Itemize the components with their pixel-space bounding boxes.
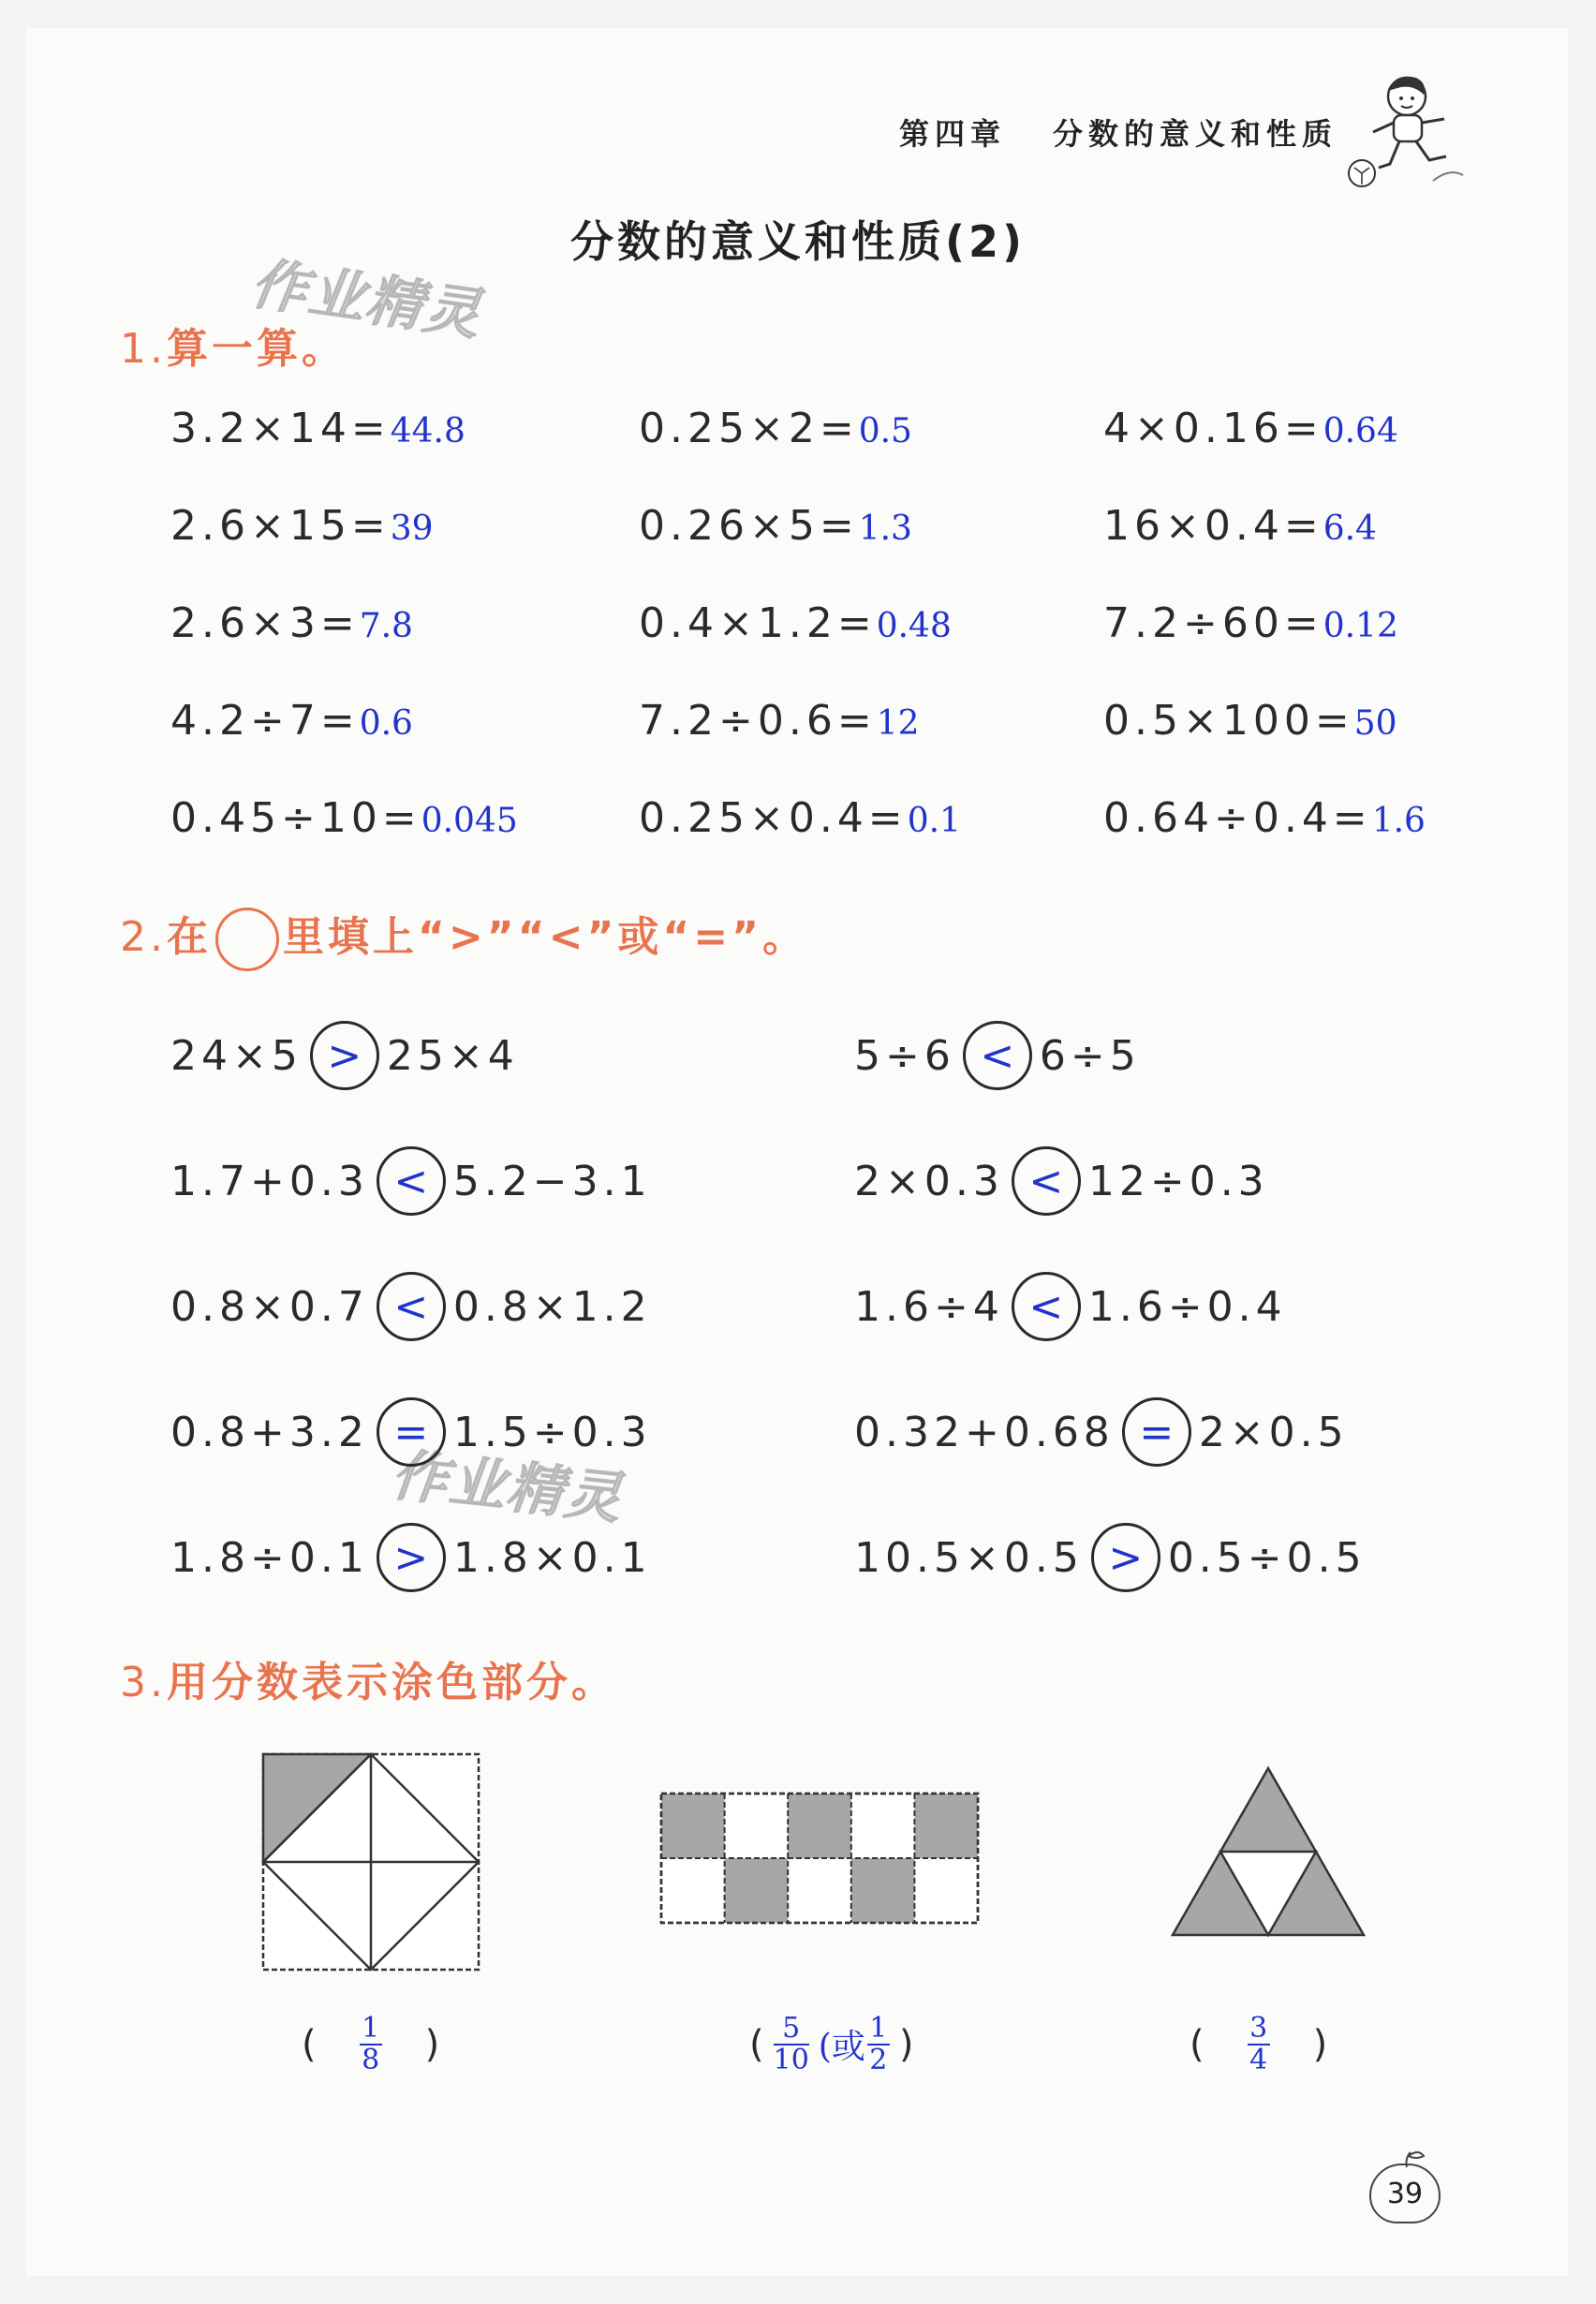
- compare-left: 24×5: [170, 1031, 303, 1080]
- compare-left: 1.7+0.3: [170, 1157, 369, 1205]
- compare-right: 1.8×0.1: [452, 1533, 652, 1582]
- figure-square-diamond: [260, 1751, 481, 1972]
- calc-item: [1103, 794, 1426, 842]
- compare-item: [854, 1146, 1269, 1216]
- calc-item: [1103, 697, 1397, 745]
- compare-item: [170, 1397, 652, 1467]
- fraction: $\frac{5}{10}$: [773, 2012, 809, 2076]
- calc-item: [170, 405, 466, 452]
- figure-triangle: [1169, 1765, 1367, 1939]
- chapter-label: 第四章: [899, 116, 1007, 152]
- answer-circle: >: [310, 1021, 379, 1090]
- watermark: 作业精灵: [246, 251, 486, 348]
- calc-answer: 0.045: [421, 802, 518, 840]
- answer-fraction-1: ( $\frac{1}{8}$ ): [302, 2012, 440, 2076]
- compare-right: 5.2−3.1: [452, 1157, 652, 1205]
- compare-item: [170, 1021, 519, 1090]
- compare-right: 1.6÷0.4: [1087, 1282, 1287, 1331]
- calc-answer: 39: [390, 510, 434, 548]
- chapter-header: [899, 111, 1337, 154]
- calc-answer: 44.8: [390, 412, 466, 450]
- compare-item: [170, 1272, 652, 1341]
- compare-right: 25×4: [386, 1031, 519, 1080]
- answer-circle: <: [377, 1272, 446, 1341]
- compare-item: [170, 1523, 652, 1592]
- calc-answer: 0.5: [858, 412, 912, 450]
- calc-expression: 0.25×2=: [639, 405, 859, 452]
- calc-expression: 2.6×15=: [170, 502, 391, 550]
- calc-expression: 2.6×3=: [170, 599, 360, 647]
- compare-right: 2×0.5: [1198, 1408, 1349, 1456]
- compare-item: [854, 1272, 1287, 1341]
- calc-answer: 12: [876, 704, 920, 743]
- boy-with-ball-icon: [1339, 70, 1470, 192]
- section-2-heading: 2.在 里填上“>”“<”或“=”。: [120, 903, 807, 971]
- compare-item: [854, 1397, 1349, 1467]
- calc-expression: 7.2÷0.6=: [639, 697, 877, 745]
- compare-left: 10.5×0.5: [854, 1533, 1084, 1582]
- calc-expression: 0.64÷0.4=: [1103, 794, 1372, 842]
- compare-right: 0.8×1.2: [452, 1282, 652, 1331]
- compare-left: 0.32+0.68: [854, 1408, 1115, 1456]
- watermark: 作业精灵: [388, 1442, 627, 1532]
- answer-circle: <: [963, 1021, 1032, 1090]
- calc-item: [1103, 405, 1398, 452]
- compare-left: 2×0.3: [854, 1157, 1004, 1205]
- blank-circle-icon: [215, 908, 279, 971]
- calc-item: [1103, 599, 1398, 647]
- calc-expression: 0.26×5=: [639, 502, 859, 550]
- chapter-title: 分数的意义和性质: [1053, 116, 1338, 152]
- calc-answer: 0.6: [359, 704, 413, 743]
- calc-item: [170, 794, 518, 842]
- calc-answer: 1.3: [858, 510, 912, 548]
- calc-answer: 1.6: [1371, 802, 1426, 840]
- answer-circle: <: [1012, 1146, 1081, 1216]
- calc-item: [639, 502, 912, 550]
- section-3-heading: 3.用分数表示涂色部分。: [120, 1659, 616, 1706]
- calc-item: [170, 697, 413, 745]
- fraction: $\frac{1}{2}$: [867, 2014, 890, 2075]
- calc-answer: 50: [1353, 704, 1397, 743]
- calc-answer: 6.4: [1323, 510, 1377, 548]
- compare-right: 1.5÷0.3: [452, 1408, 652, 1456]
- calc-item: [639, 405, 912, 452]
- compare-left: 1.6÷4: [854, 1282, 1004, 1331]
- calc-item: [639, 794, 961, 842]
- calc-expression: 0.25×0.4=: [639, 794, 908, 842]
- calc-answer: 0.12: [1323, 607, 1398, 645]
- calc-answer: 0.1: [907, 802, 961, 840]
- fraction: $\frac{1}{8}$: [360, 2014, 382, 2075]
- page-title: 分数的意义和性质(2): [569, 216, 1027, 267]
- compare-item: [170, 1146, 652, 1216]
- calc-expression: 3.2×14=: [170, 405, 391, 452]
- compare-left: 1.8÷0.1: [170, 1533, 369, 1582]
- calc-expression: 4.2÷7=: [170, 697, 360, 745]
- calc-expression: 0.45÷10=: [170, 794, 421, 842]
- compare-left: 0.8×0.7: [170, 1282, 369, 1331]
- page-number: 39: [1369, 2164, 1441, 2223]
- answer-fraction-3: ( $\frac{3}{4}$ ): [1190, 2012, 1328, 2076]
- answer-fraction-2: ( $\frac{5}{10}$ (或 $\frac{1}{2}$ ): [749, 2012, 914, 2076]
- calc-expression: 16×0.4=: [1103, 502, 1323, 550]
- calc-answer: 7.8: [359, 607, 413, 645]
- compare-left: 5÷6: [854, 1031, 955, 1080]
- calc-item: [170, 599, 413, 647]
- calc-expression: 0.4×1.2=: [639, 599, 877, 647]
- calc-answer: 0.64: [1323, 412, 1398, 450]
- compare-right: 6÷5: [1039, 1031, 1141, 1080]
- compare-item: [854, 1523, 1367, 1592]
- calc-item: [170, 502, 434, 550]
- compare-right: 0.5÷0.5: [1167, 1533, 1367, 1582]
- answer-circle: =: [377, 1397, 446, 1467]
- answer-circle: <: [377, 1146, 446, 1216]
- calc-item: [639, 697, 920, 745]
- compare-left: 0.8+3.2: [170, 1408, 369, 1456]
- figure-grid-rectangle: [658, 1791, 981, 1926]
- section-1-heading: 1.算一算。: [120, 325, 347, 373]
- fraction: $\frac{3}{4}$: [1248, 2014, 1270, 2075]
- calc-item: [639, 599, 952, 647]
- answer-circle: >: [377, 1523, 446, 1592]
- answer-circle: >: [1091, 1523, 1160, 1592]
- answer-circle: =: [1122, 1397, 1191, 1467]
- calc-expression: 4×0.16=: [1103, 405, 1323, 452]
- calc-expression: 7.2÷60=: [1103, 599, 1323, 647]
- calc-answer: 0.48: [876, 607, 952, 645]
- calc-expression: 0.5×100=: [1103, 697, 1354, 745]
- calc-item: [1103, 502, 1377, 550]
- compare-right: 12÷0.3: [1087, 1157, 1269, 1205]
- compare-item: [854, 1021, 1141, 1090]
- answer-circle: <: [1012, 1272, 1081, 1341]
